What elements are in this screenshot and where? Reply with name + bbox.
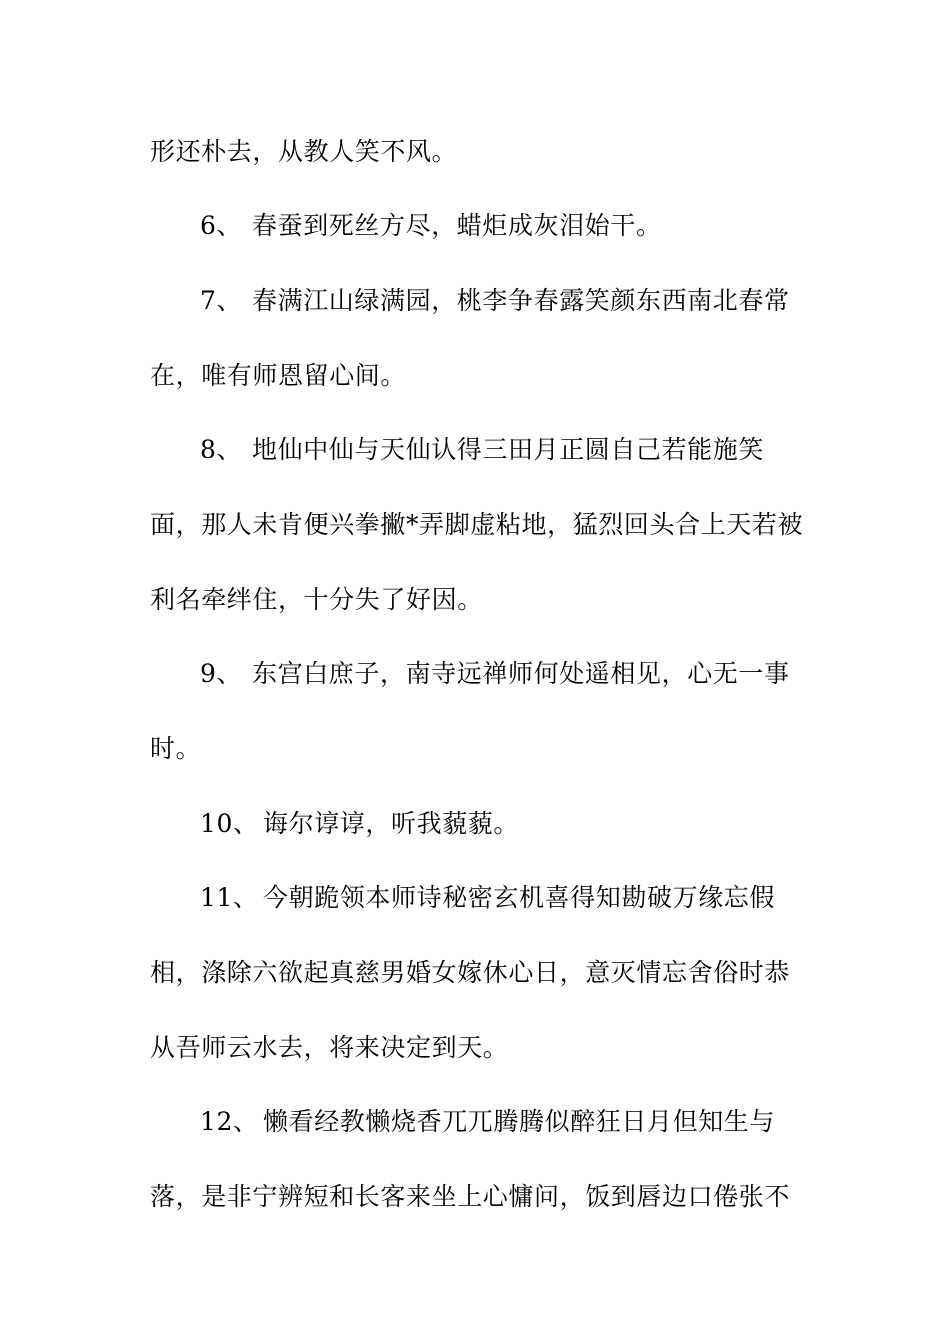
line-text: 落，是非宁辨短和长客来坐上心慵问，饭到唇边口倦张不 <box>150 1182 791 1211</box>
numbered-item <box>200 883 775 913</box>
line-text: 面，那人未肯便兴拳撇*弄脚虚粘地，猛烈回头合上天若被 <box>150 510 804 539</box>
numbered-item <box>200 1107 775 1137</box>
text-line <box>150 1182 790 1212</box>
line-text: 利名牵绊住，十分失了好因。 <box>150 585 483 614</box>
line-text: 形还朴去，从教人笑不风。 <box>150 137 458 166</box>
text-line <box>150 361 406 391</box>
line-text: 春蚕到死丝方尽，蜡炬成灰泪始干。 <box>252 211 662 240</box>
text-line <box>150 958 790 988</box>
item-number: 6、 <box>200 211 243 240</box>
numbered-item <box>200 435 764 465</box>
line-text: 地仙中仙与天仙认得三田月正圆自己若能施笑 <box>252 435 765 464</box>
text-line <box>150 1033 508 1063</box>
line-text: 在，唯有师恩留心间。 <box>150 361 407 390</box>
line-text: 今朝跪领本师诗秘密玄机喜得知勘破万缘忘假 <box>263 883 776 912</box>
numbered-item <box>200 659 790 689</box>
line-text: 相，涤除六欲起真慈男婚女嫁休心日，意灭情忘舍俗时恭 <box>150 958 791 987</box>
line-text: 从吾师云水去，将来决定到天。 <box>150 1033 509 1062</box>
numbered-item <box>200 809 519 839</box>
item-number: 7、 <box>200 286 243 315</box>
item-number: 8、 <box>200 435 243 464</box>
item-number: 9、 <box>200 659 243 688</box>
line-text: 诲尔谆谆，听我藐藐。 <box>263 809 520 838</box>
line-text: 时。 <box>150 734 202 763</box>
line-text: 东宫白庶子，南寺远禅师何处遥相见，心无一事 <box>252 659 790 688</box>
text-line <box>150 137 457 167</box>
numbered-item <box>200 211 662 241</box>
text-line <box>150 510 803 540</box>
item-number: 11、 <box>200 883 259 912</box>
line-text: 懒看经教懒烧香兀兀腾腾似醉狂日月但知生与 <box>263 1107 776 1136</box>
text-line <box>150 585 483 615</box>
line-text: 春满江山绿满园，桃李争春露笑颜东西南北春常 <box>252 286 790 315</box>
text-line <box>150 734 201 764</box>
item-number: 12、 <box>200 1107 259 1136</box>
numbered-item <box>200 286 790 316</box>
item-number: 10、 <box>200 809 259 838</box>
